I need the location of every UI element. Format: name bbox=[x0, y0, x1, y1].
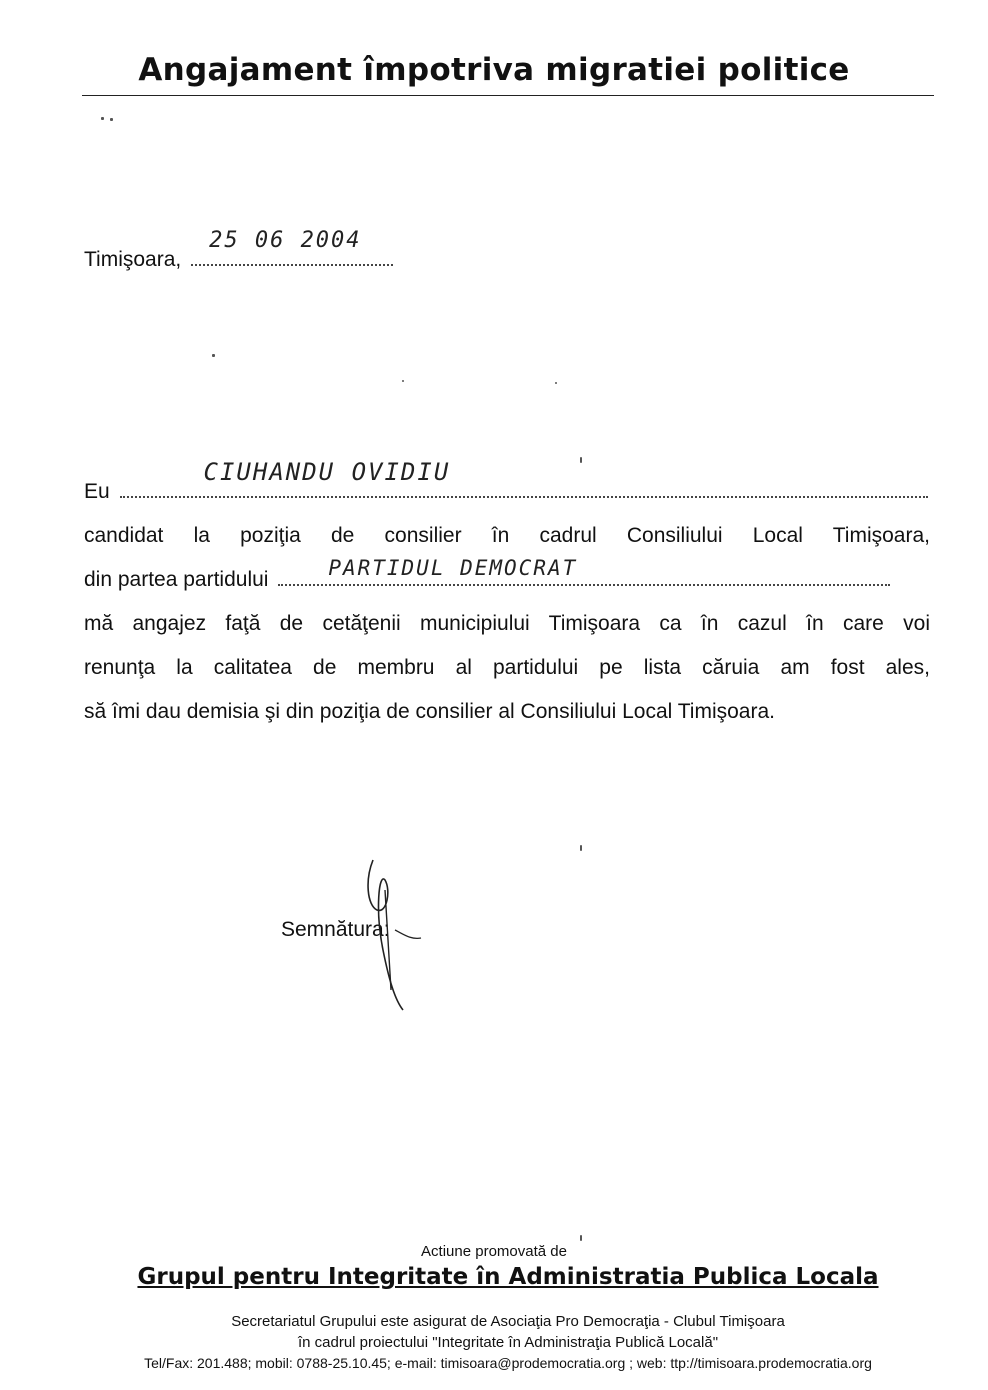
commitment-body bbox=[84, 514, 930, 734]
scan-speck bbox=[110, 118, 113, 121]
footer-promoted-by: Actiune promovată de bbox=[421, 1243, 567, 1260]
party-dotted-field bbox=[278, 556, 890, 586]
name-label: Eu bbox=[84, 480, 110, 503]
name-line bbox=[84, 458, 930, 504]
date-handwritten-value: 25 06 2004 bbox=[209, 228, 362, 253]
scan-speck bbox=[402, 380, 404, 382]
name-handwritten-value: CIUHANDU OVIDIU bbox=[203, 458, 451, 486]
footer-contact: Tel/Fax: 201.488; mobil: 0788-25.10.45; e-mail: timisoara@prodemocratia.org ; web: ttp://timisoara.prodemocratia.org bbox=[144, 1355, 872, 1371]
footer-project: în cadrul proiectului "Integritate în Administraţia Publică Locală" bbox=[297, 1334, 719, 1351]
signature-label: Semnătura: bbox=[281, 918, 390, 941]
commitment-line-2: renunţa la calitatea de membru al partidului pe lista căruia am fost ales, bbox=[84, 656, 930, 679]
scan-speck bbox=[101, 117, 104, 120]
date-label: Timişoara, bbox=[84, 248, 182, 271]
party-label: din partea partidului bbox=[84, 568, 269, 591]
document-title: Angajament împotriva migratiei politice bbox=[138, 52, 850, 88]
title-underline bbox=[82, 95, 934, 96]
party-line bbox=[84, 558, 930, 602]
name-dotted-field bbox=[120, 458, 928, 498]
scan-speck bbox=[555, 382, 557, 384]
scan-speck bbox=[580, 1235, 582, 1241]
date-line bbox=[84, 228, 393, 272]
scan-speck bbox=[580, 457, 582, 463]
party-handwritten-value: PARTIDUL DEMOCRAT bbox=[328, 556, 578, 580]
footer-secretariat: Secretariatul Grupului este asigurat de Asociaţia Pro Democraţia - Clubul Timişoara bbox=[231, 1313, 785, 1330]
date-dotted-field bbox=[191, 228, 393, 266]
commitment-line-3: să îmi dau demisia şi din poziţia de consilier al Consiliului Local Timişoara. bbox=[84, 700, 775, 723]
footer-group-name: Grupul pentru Integritate în Administratia Publica Locala bbox=[137, 1264, 879, 1290]
candidate-line: candidat la poziţia de consilier în cadrul Consiliului Local Timişoara, bbox=[84, 524, 930, 547]
scan-speck bbox=[580, 845, 582, 851]
signature-scribble-icon bbox=[355, 850, 435, 1020]
commitment-line-1: mă angajez faţă de cetăţenii municipiului Timişoara ca în cazul în care voi bbox=[84, 612, 930, 635]
scan-speck bbox=[212, 354, 215, 357]
